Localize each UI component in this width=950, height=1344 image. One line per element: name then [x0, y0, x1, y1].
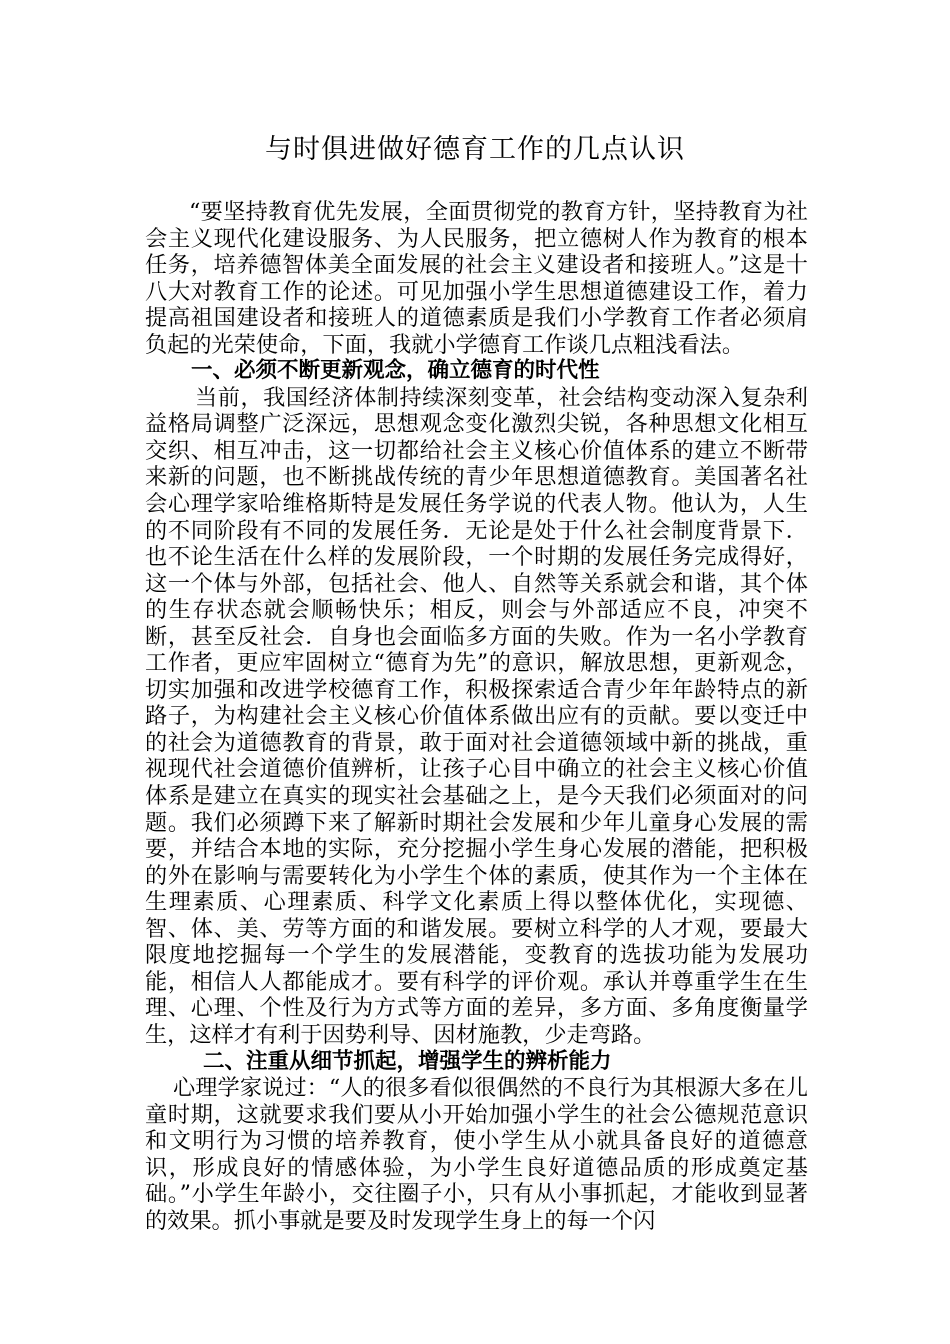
section-heading-2: 二、注重从细节抓起，增强学生的辨析能力 [203, 1048, 612, 1074]
section-heading-1: 一、必须不断更新观念，确立德育的时代性 [191, 358, 600, 384]
paragraph-intro: “要坚持教育优先发展，全面贯彻党的教育方针，坚持教育为社会主义现代化建设服务、为人民服务，把立德树人作为教育的根本任务，培养德智体美全面发展的社会主义建设者和接班人。”这是十八大对教育工作的论述。可见加强小学生思想道德建设工作，着力提高祖国建设者和接班人的道德素质是我们小学教育工作者必须肩负起的光荣使命，下面，我就小学德育工作谈几点粗浅看法。 [145, 199, 808, 358]
paragraph-section-2: 心理学家说过：“人的很多看似很偶然的不良行为其根源大多在儿童时期，这就要求我们要从小开始加强小学生的社会公德规范意识和文明行为习惯的培养教育，使小学生从小就具备良好的道德意识，形成良好的情感体验，为小学生良好道德品质的形成奠定基础。”小学生年龄小，交往圈子小，只有从小事抓起，才能收到显著的效果。抓小事就是要及时发现学生身上的每一个闪 [145, 1075, 808, 1234]
document-body [145, 199, 808, 1234]
document-title: 与时俱进做好德育工作的几点认识 [265, 134, 685, 165]
paragraph-section-1: 当前，我国经济体制持续深刻变革，社会结构变动深入复杂利益格局调整广泛深远，思想观念变化激烈尖锐，各种思想文化相互交织、相互冲击，这一切都给社会主义核心价值体系的建立不断带来新的问题，也不断挑战传统的青少年思想道德教育。美国著名社会心理学家哈维格斯特是发展任务学说的代表人物。他认为，人生的不同阶段有不同的发展任务．无论是处于什么社会制度背景下．也不论生活在什么样的发展阶段，一个时期的发展任务完成得好，这一个体与外部，包括社会、他人、自然等关系就会和谐，其个体的生存状态就会顺畅快乐；相反，则会与外部适应不良，冲突不断，甚至反社会．自身也会面临多方面的失败。作为一名小学教育工作者，更应牢固树立“德育为先”的意识，解放思想，更新观念，切实加强和改进学校德育工作，积极探索适合青少年年龄特点的新路子，为构建社会主义核心价值体系做出应有的贡献。要以变迁中的社会为道德教育的背景，敢于面对社会道德领域中新的挑战，重视现代社会道德价值辨析，让孩子心目中确立的社会主义核心价值体系是建立在真实的现实社会基础之上，是今天我们必须面对的问题。我们必须蹲下来了解新时期社会发展和少年儿童身心发展的需要，并结合本地的实际，充分挖掘小学生身心发展的潜能，把积极的外在影响与需要转化为小学生个体的素质，使其作为一个主体在生理素质、心理素质、科学文化素质上得以整体优化，实现德、智、体、美、劳等方面的和谐发展。要树立科学的人才观，要最大限度地挖掘每一个学生的发展潜能，变教育的选拔功能为发展功能，相信人人都能成才。要有科学的评价观。承认并尊重学生在生理、心理、个性及行为方式等方面的差异，多方面、多角度衡量学生，这样才有利于因势利导、因材施教，少走弯路。 [145, 384, 808, 1048]
